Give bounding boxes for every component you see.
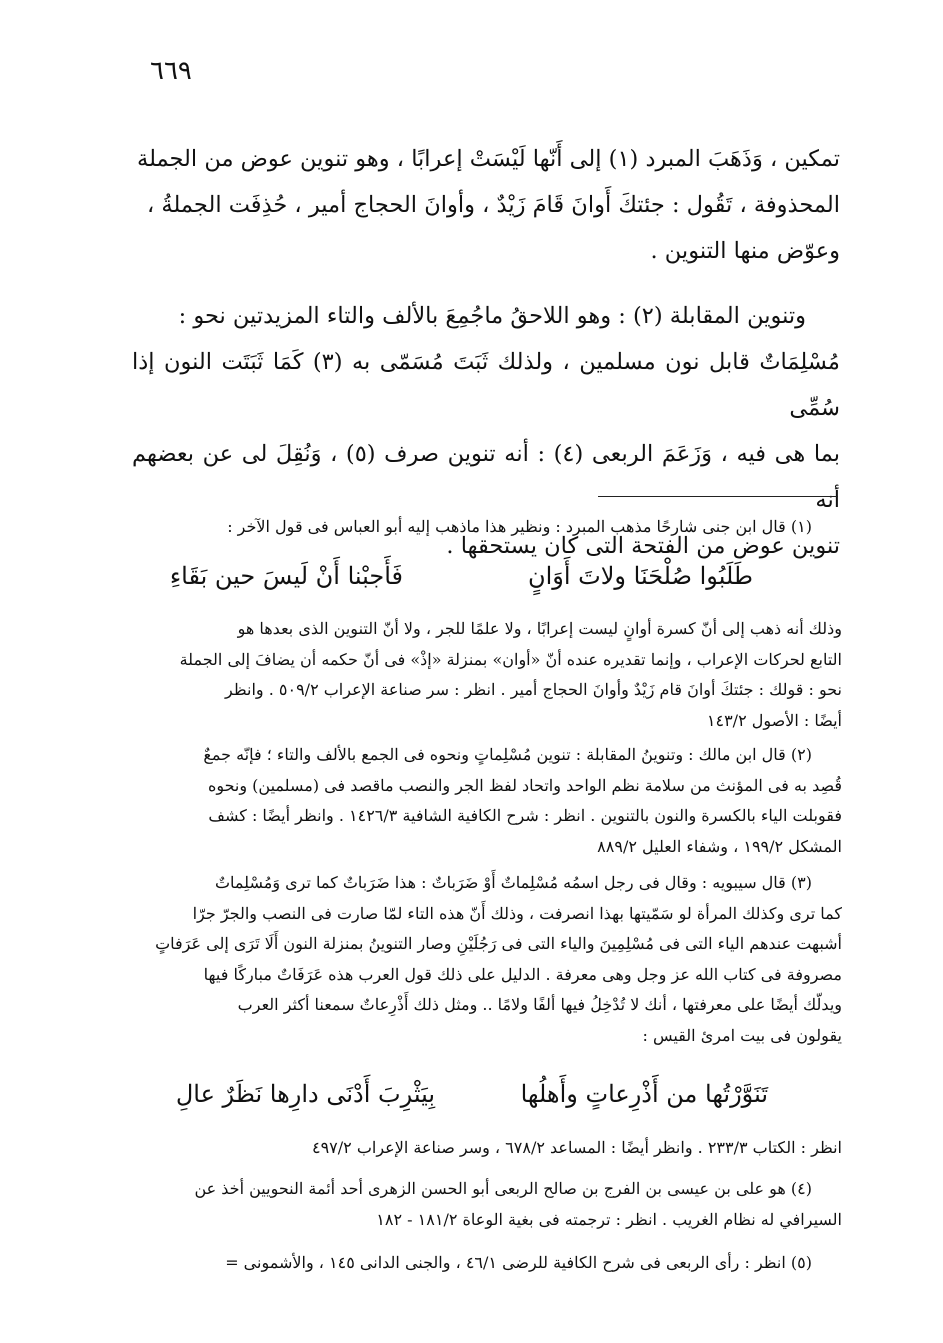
footnote-1-intro bbox=[128, 512, 842, 543]
footnote-line: كما ترى وكذلك المرأة لو سَمّيتها بهذا انصرفت ، وذلك أَنّ هذه التاء لمّا صارت فى النصب والجرّ جرّا bbox=[192, 903, 842, 923]
footnote-line: (١) قال ابن جنى شارحًا مذهب المبرد : ونظير هذا ماذهب إليه أبو العباس فى قول الآخر : bbox=[227, 517, 812, 536]
footnote-line: نحو : قولك : جئتكَ أوانَ قام زَيْدٌ وأوانَ الحجاج أمير . انظر : سر صناعة الإعراب ٥٠٩/٢ . وانظر bbox=[225, 680, 842, 699]
footnote-line: السيرافي له نظام الغريب . انظر : ترجمته فى بغية الوعاة ١٨١/٢ - ١٨٢ bbox=[376, 1209, 842, 1229]
footnote-2 bbox=[128, 740, 842, 862]
footnote-line: التابع لحركات الإعراب ، وإنما تقديره عنده أنّ «أوان» بمنزلة «إذْ» فى أنّ حكمه أن يضافَ إلى الجملة bbox=[179, 649, 842, 669]
footnote-line: (٢) قال ابن مالك : وتنوينُ المقابلة : تنوين مُسْلِماتٍ ونحوه فى الجمع بالألف والتاء ؛ فإنّه جمعٌ bbox=[203, 745, 812, 764]
footnote-3-verse-second-hemistich: بِيَثْرِبَ أَدْنَى دارِها نَظَرٌ عالِ bbox=[175, 1080, 435, 1108]
body-line: المحذوفة ، تَقُول : جئتكَ أَوانَ قَامَ زَيْدٌ ، وأوانَ الحجاج أمير ، حُذِفَت الجملةُ ، bbox=[147, 192, 840, 218]
footnote-5 bbox=[128, 1248, 842, 1279]
footnote-line: قُصِد به فى المؤنث من سلامة نظم الواحد واتحاد لفظ الجر والنصب ماقصد فى (مسلمين) ونحوه bbox=[207, 775, 842, 795]
body-line: تنوين عوض من الفتحة التى كان يستحقها . bbox=[446, 533, 840, 559]
footnote-1-body bbox=[128, 614, 842, 736]
footnote-line: مصروفة فى كتاب الله عز وجل وهى معرفة . الدليل على ذلك قول العرب هذه عَرَفَاتٌ مباركًا فيها bbox=[203, 964, 842, 984]
footnote-line: (٤) هو على بن عيسى بن الفرج بن صالح الربعى أبو الحسن الزهرى أحد أئمة النحويين أخذ عن bbox=[194, 1179, 812, 1198]
footnote-line: أشبهت عندهم الياء التى فى مُسْلِمِينَ والياء التى فى رَجُلَيْنِ وصار التنوينُ بمنزلة النون أَلَا تَرَى إلى عَرَفاتٍ bbox=[155, 934, 842, 953]
body-line: مُسْلِمَاتٌ قابل نون مسلمين ، ولذلك ثَبَتَ مُسَمّى به (٣) كَمَا ثَبَتَت النون إذا سُمِّى bbox=[132, 349, 840, 421]
body-line: بما هى فيه ، وَزَعَمَ الربعى (٤) : أنه تنوين صرف (٥) ، وَنُقِلَ لى عن بعضهم أنه bbox=[132, 441, 840, 513]
footnote-line: ويدلّك أيضًا على معرفتها ، أنك لا تُدْخِلُ فيها ألفًا ولامًا .. ومثل ذلك أَذْرِعاتٌ سمعنا أكثر العرب bbox=[237, 995, 842, 1014]
footnote-3-reference bbox=[128, 1133, 842, 1164]
footnote-line: المشكل ١٩٩/٢ ، وشفاء العليل ٨٨٩/٢ bbox=[597, 836, 842, 856]
footnote-4 bbox=[128, 1174, 842, 1235]
footnote-line: أيضًا : الأصول ١٤٣/٢ bbox=[706, 710, 842, 730]
main-paragraph-1 bbox=[132, 136, 840, 274]
body-line: وعوّض منها التنوين . bbox=[650, 238, 840, 264]
footnote-line: (٣) قال سيبويه : وقال فى رجل اسمُه مُسْلِماتٌ أَوْ ضَرَباتٌ : هذا ضَرَباتٌ كما ترى وَمُسْلِماتٌ bbox=[214, 873, 812, 892]
page-number: ٦٦٩ bbox=[150, 56, 192, 86]
body-line: وتنوين المقابلة (٢) : وهو اللاحقُ ماجُمِعَ بالألف والتاء المزيدتين نحو : bbox=[178, 303, 806, 329]
footnote-3 bbox=[128, 868, 842, 1051]
footnote-3-verse-first-hemistich: تَنَوَّرْتُها من أَذْرِعاتٍ وأَهلُها bbox=[520, 1080, 768, 1108]
footnote-line: وذلك أنه ذهب إلى أنّ كسرة أوانٍ ليست إعرابًا ، ولا علمًا للجر ، ولا أنّ التنوين الذى بعدها هو bbox=[237, 619, 842, 638]
footnote-line: انظر : الكتاب ٢٣٣/٣ . وانظر أيضًا : المساعد ٦٧٨/٢ ، وسر صناعة الإعراب ٤٩٧/٢ bbox=[311, 1138, 842, 1157]
footnote-1-verse-second-hemistich: فَأَجبْنا أَنْ لَيسَ حين بَقَاءِ bbox=[169, 562, 403, 590]
footnote-separator bbox=[598, 496, 838, 497]
footnote-1-verse-first-hemistich: طَلَبُوا صُلْحَنَا ولاتَ أَوَانٍ bbox=[527, 562, 753, 590]
footnote-line: (٥) انظر : رأى الربعى فى شرح الكافية للرضى ٤٦/١ ، والجنى الدانى ١٤٥ ، والأشمونى = bbox=[225, 1253, 812, 1272]
footnote-line: فقوبلت الياء بالكسرة والنون بالتنوين . انظر : شرح الكافية الشافية ١٤٢٦/٣ . وانظر أيضًا : كشف bbox=[208, 806, 842, 825]
footnote-line: يقولون فى بيت امرئ القيس : bbox=[642, 1025, 842, 1045]
body-line: تمكين ، وَذَهَبَ المبرد (١) إلى أَنّها لَيْسَتْ إعرابًا ، وهو تنوين عوض من الجملة bbox=[137, 146, 840, 172]
